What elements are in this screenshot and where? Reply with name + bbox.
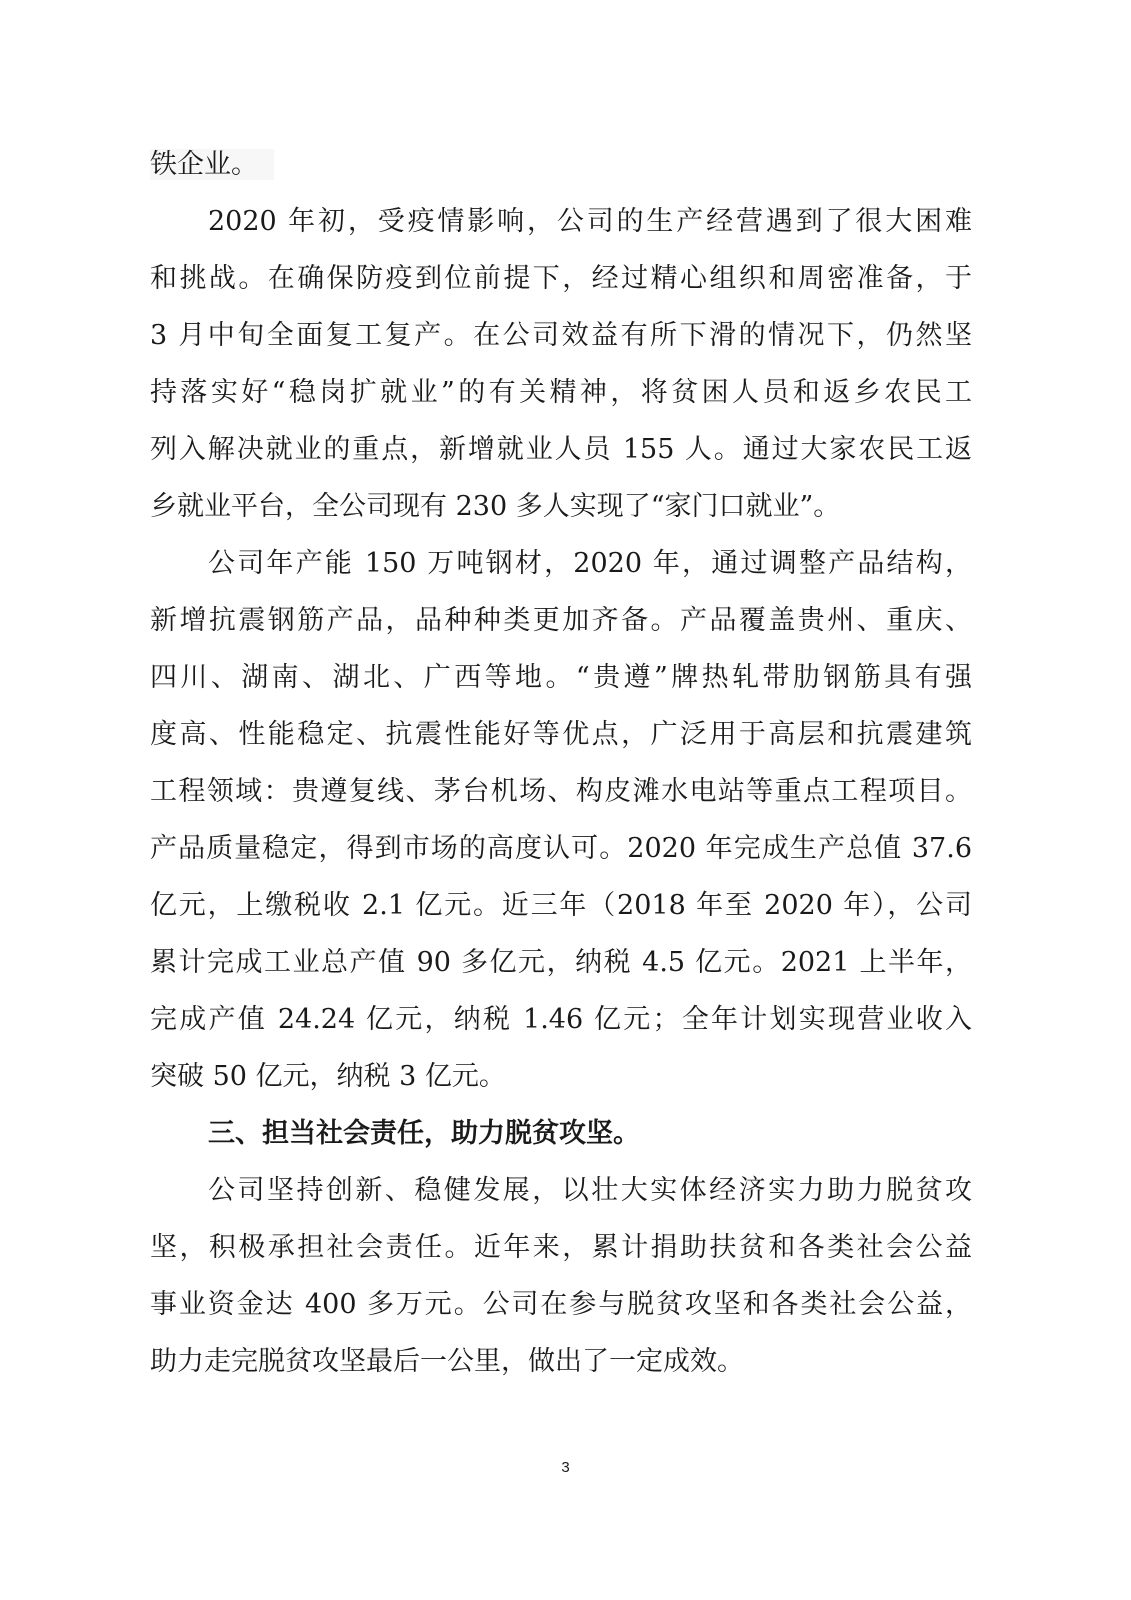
page-number: 3 bbox=[561, 1459, 570, 1476]
continued-text-fragment: 铁企业。 bbox=[150, 149, 274, 180]
paragraph-first-line: 2020 年初，受疫情影响，公司的生产经营遇到了很大困难 bbox=[208, 206, 972, 237]
paragraph-last-line: 突破 50 亿元，纳税 3 亿元。 bbox=[150, 1061, 506, 1092]
text-line: 3 月中旬全面复工复产。在公司效益有所下滑的情况下，仍然坚 bbox=[150, 320, 972, 351]
text-line: 事业资金达 400 多万元。公司在参与脱贫攻坚和各类社会公益， bbox=[150, 1289, 972, 1320]
text-line: 坚，积极承担社会责任。近年来，累计捐助扶贫和各类社会公益 bbox=[150, 1232, 972, 1263]
text-line: 和挑战。在确保防疫到位前提下，经过精心组织和周密准备，于 bbox=[150, 263, 972, 294]
text-line: 持落实好“稳岗扩就业”的有关精神，将贫困人员和返乡农民工 bbox=[150, 377, 972, 408]
text-line: 累计完成工业总产值 90 多亿元，纳税 4.5 亿元。2021 上半年， bbox=[150, 947, 972, 978]
text-line: 产品质量稳定，得到市场的高度认可。2020 年完成生产总值 37.6 bbox=[150, 833, 972, 864]
paragraph-first-line: 公司坚持创新、稳健发展，以壮大实体经济实力助力脱贫攻 bbox=[208, 1175, 972, 1206]
text-line bbox=[150, 148, 972, 182]
text-line: 新增抗震钢筋产品，品种种类更加齐备。产品覆盖贵州、重庆、 bbox=[150, 605, 972, 636]
paragraph-last-line: 助力走完脱贫攻坚最后一公里，做出了一定成效。 bbox=[150, 1346, 744, 1377]
text-line: 列入解决就业的重点，新增就业人员 155 人。通过大家农民工返 bbox=[150, 434, 972, 465]
text-line: 完成产值 24.24 亿元，纳税 1.46 亿元；全年计划实现营业收入 bbox=[150, 1004, 972, 1035]
paragraph-last-line: 乡就业平台，全公司现有 230 多人实现了“家门口就业”。 bbox=[150, 491, 841, 522]
text-line: 工程领域：贵遵复线、茅台机场、构皮滩水电站等重点工程项目。 bbox=[150, 776, 972, 807]
text-line: 四川、湖南、湖北、广西等地。“贵遵”牌热轧带肋钢筋具有强 bbox=[150, 662, 972, 693]
section-heading: 三、担当社会责任，助力脱贫攻坚。 bbox=[208, 1118, 640, 1149]
text-line: 度高、性能稳定、抗震性能好等优点，广泛用于高层和抗震建筑 bbox=[150, 719, 972, 750]
paragraph-first-line: 公司年产能 150 万吨钢材，2020 年，通过调整产品结构， bbox=[208, 548, 972, 579]
text-line: 亿元，上缴税收 2.1 亿元。近三年（2018 年至 2020 年），公司 bbox=[150, 890, 972, 921]
